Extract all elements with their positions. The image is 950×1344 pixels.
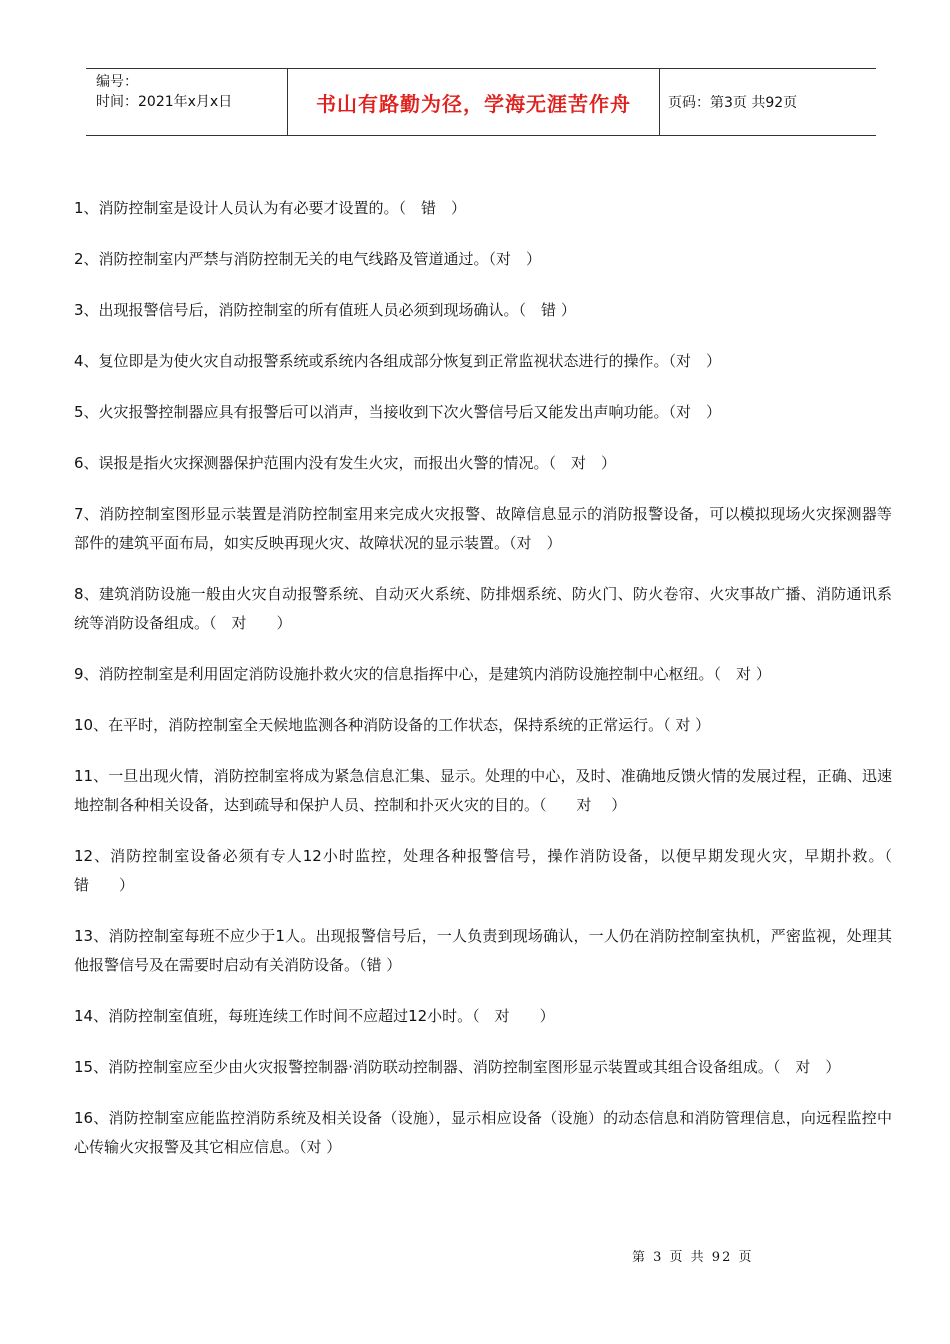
- time-label: 时间：2021年x月x日: [96, 94, 233, 110]
- question-item: 2、消防控制室内严禁与消防控制无关的电气线路及管道通过。（对 ）: [74, 250, 542, 268]
- question-item: 16、消防控制室应能监控消防系统及相关设备（设施），显示相应设备（设施）的动态信息和消防管理信息，向远程监控中心传输火灾报警及其它相应信息。（对 ）: [74, 1109, 892, 1156]
- question-item: 13、消防控制室每班不应少于1人。出现报警信号后，一人负责到现场确认，一人仍在消防控制室执机，严密监视，处理其他报警信号及在需要时启动有关消防设备。（错 ）: [74, 927, 892, 974]
- header-meta: [86, 69, 287, 135]
- question-item: 8、建筑消防设施一般由火灾自动报警系统、自动灭火系统、防排烟系统、防火门、防火卷帘、火灾事故广播、消防通讯系统等消防设备组成。（ 对 ）: [74, 585, 892, 632]
- header-motto: 书山有路勤为径，学海无涯苦作舟: [287, 69, 660, 135]
- question-item: 5、火灾报警控制器应具有报警后可以消声，当接收到下次火警信号后又能发出声响功能。（对 ）: [74, 403, 722, 421]
- question-item: 7、消防控制室图形显示装置是消防控制室用来完成火灾报警、故障信息显示的消防报警设备，可以模拟现场火灾探测器等部件的建筑平面布局，如实反映再现火灾、故障状况的显示装置。（对 ）: [74, 505, 892, 552]
- question-item: 3、出现报警信号后，消防控制室的所有值班人员必须到现场确认。（ 错 ）: [74, 301, 576, 319]
- question-item: 4、复位即是为使火灾自动报警系统或系统内各组成部分恢复到正常监视状态进行的操作。（对 ）: [74, 352, 722, 370]
- question-item: 1、消防控制室是设计人员认为有必要才设置的。（ 错 ）: [74, 199, 467, 217]
- question-item: 9、消防控制室是利用固定消防设施扑救火灾的信息指挥中心，是建筑内消防设施控制中心枢纽。（ 对 ）: [74, 665, 771, 683]
- document-header: [86, 68, 876, 136]
- question-item: 6、误报是指火灾探测器保护范围内没有发生火灾，而报出火警的情况。（ 对 ）: [74, 454, 617, 472]
- number-label: 编号：: [96, 74, 138, 90]
- question-item: 10、在平时，消防控制室全天候地监测各种消防设备的工作状态，保持系统的正常运行。（ 对 ）: [74, 716, 711, 734]
- page-footer: 第 3 页 共 92 页: [632, 1250, 754, 1265]
- question-item: 14、消防控制室值班，每班连续工作时间不应超过12小时。（ 对 ）: [74, 1007, 555, 1025]
- header-page-info: 页码：第3页 共92页: [668, 95, 798, 111]
- question-item: 12、消防控制室设备必须有专人12小时监控，处理各种报警信号，操作消防设备，以便早期发现火灾，早期扑救。（ 错 ）: [74, 847, 908, 894]
- question-list: [74, 194, 908, 1184]
- question-item: 11、一旦出现火情，消防控制室将成为紧急信息汇集、显示。处理的中心，及时、准确地反馈火情的发展过程，正确、迅速地控制各种相关设备，达到疏导和保护人员、控制和扑灭火灾的目的。（ 对 ）: [74, 767, 892, 814]
- question-item: 15、消防控制室应至少由火灾报警控制器·消防联动控制器、消防控制室图形显示装置或其组合设备组成。（ 对 ）: [74, 1058, 841, 1076]
